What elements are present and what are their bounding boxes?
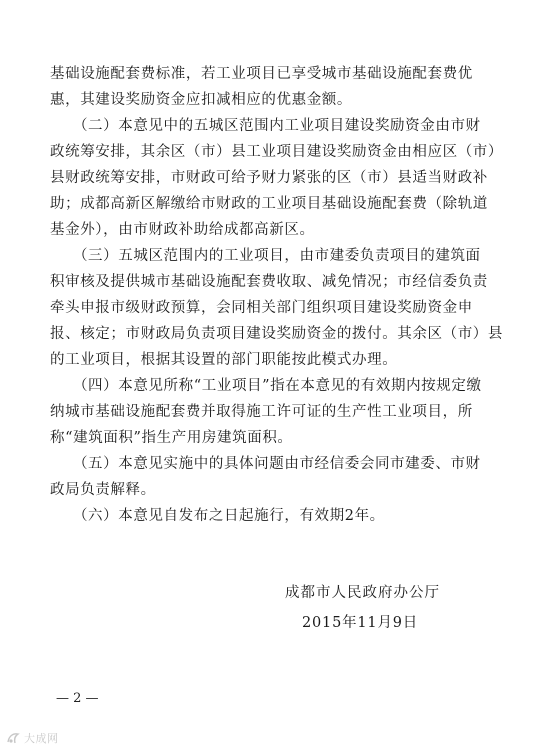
body-line: 纳城市基础设施配套费并取得施工许可证的生产性工业项目，所 [50,404,473,420]
body-line: 报、核定；市财政局负责项目建设奖励资金的拨付。其余区（市）县 [50,326,503,342]
body-line: 惠，其建设奖励资金应扣减相应的优惠金额。 [50,92,352,108]
body-line: 助；成都高新区解缴给市财政的工业项目基础设施配套费（除轨道 [50,196,488,212]
document-body [50,61,503,529]
body-line: 县财政统筹安排，市财政可给予财力紧张的区（市）县适当财政补 [50,170,488,186]
body-line: 基金外），由市财政补助给成都高新区。 [50,222,315,238]
page-number: — 2 — [56,691,99,706]
body-line: （三）五城区范围内的工业项目，由市建委负责项目的建筑面 [50,248,481,264]
watermark [6,729,59,747]
body-line: （二）本意见中的五城区范围内工业项目建设奖励资金由市财 [50,118,481,134]
issuing-organization: 成都市人民政府办公厅 [285,585,440,601]
body-line: 政局负责解释。 [50,482,156,498]
body-line: 的工业项目，根据其设置的部门职能按此模式办理。 [50,352,398,368]
issue-date: 2015年11月9日 [302,615,419,631]
body-line: 称“建筑面积”指生产用房建筑面积。 [50,430,293,446]
body-line: （五）本意见实施中的具体问题由市经信委会同市建委、市财 [50,456,481,472]
body-line: （四）本意见所称“工业项目”指在本意见的有效期内按规定缴 [50,378,482,394]
body-line: （六）本意见自发布之日起施行，有效期2年。 [50,508,385,524]
watermark-text: 大成网 [24,732,59,745]
watermark-logo-icon [6,732,21,745]
body-line: 政统筹安排，其余区（市）县工业项目建设奖励资金由相应区（市） [50,144,503,160]
body-line: 牵头申报市级财政预算，会同相关部门组织项目建设奖励资金申 [50,300,473,316]
body-line: 基础设施配套费标准，若工业项目已享受城市基础设施配套费优 [50,66,473,82]
body-line: 积审核及提供城市基础设施配套费收取、减免情况；市经信委负责 [50,274,488,290]
